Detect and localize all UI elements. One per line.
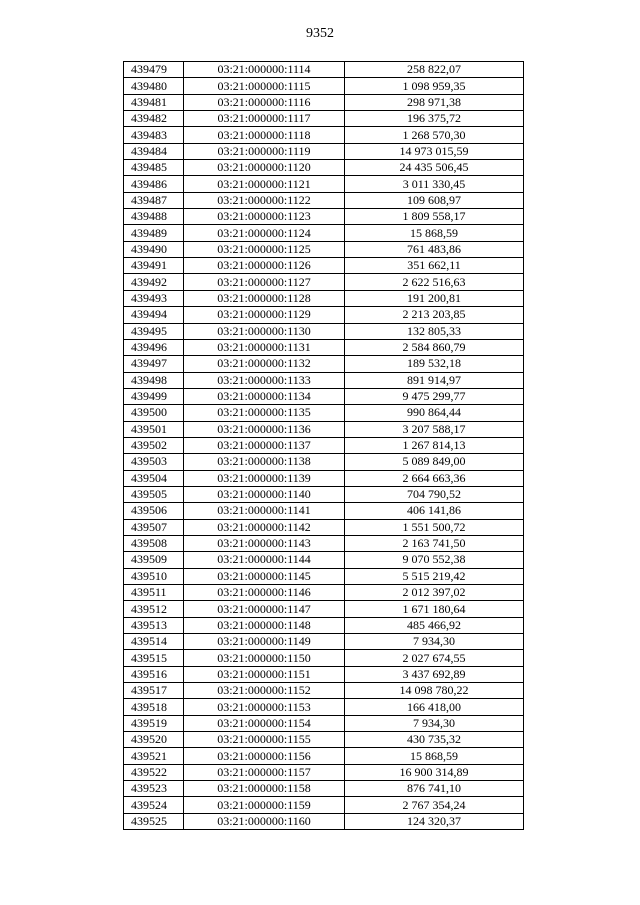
row-number-cell: 439479 — [124, 62, 184, 78]
table-row — [124, 813, 524, 829]
row-number-cell: 439519 — [124, 715, 184, 731]
row-number-cell: 439498 — [124, 372, 184, 388]
table-row — [124, 160, 524, 176]
row-number-cell: 439497 — [124, 356, 184, 372]
cadastral-value-cell: 2 664 663,36 — [345, 470, 524, 486]
row-number-cell: 439508 — [124, 535, 184, 551]
cadastral-number-cell: 03:21:000000:1134 — [184, 388, 345, 404]
row-number-cell: 439520 — [124, 732, 184, 748]
row-number-cell: 439493 — [124, 290, 184, 306]
cadastral-value-cell: 1 671 180,64 — [345, 601, 524, 617]
table-row — [124, 111, 524, 127]
cadastral-value-cell: 166 418,00 — [345, 699, 524, 715]
row-number-cell: 439525 — [124, 813, 184, 829]
cadastral-number-cell: 03:21:000000:1115 — [184, 78, 345, 94]
table-row — [124, 748, 524, 764]
row-number-cell: 439505 — [124, 486, 184, 502]
cadastral-number-cell: 03:21:000000:1158 — [184, 781, 345, 797]
cadastral-number-cell: 03:21:000000:1116 — [184, 94, 345, 110]
table-row — [124, 797, 524, 813]
row-number-cell: 439490 — [124, 241, 184, 257]
cadastral-value-cell: 1 268 570,30 — [345, 127, 524, 143]
cadastral-value-cell: 9 475 299,77 — [345, 388, 524, 404]
row-number-cell: 439499 — [124, 388, 184, 404]
row-number-cell: 439487 — [124, 192, 184, 208]
cadastral-value-cell: 2 027 674,55 — [345, 650, 524, 666]
cadastral-value-cell: 704 790,52 — [345, 486, 524, 502]
table-row — [124, 421, 524, 437]
cadastral-number-cell: 03:21:000000:1126 — [184, 258, 345, 274]
cadastral-value-cell: 1 551 500,72 — [345, 519, 524, 535]
row-number-cell: 439509 — [124, 552, 184, 568]
cadastral-value-cell: 298 971,38 — [345, 94, 524, 110]
table-row — [124, 307, 524, 323]
row-number-cell: 439512 — [124, 601, 184, 617]
page-number: 9352 — [306, 26, 334, 41]
cadastral-value-cell: 2 622 516,63 — [345, 274, 524, 290]
cadastral-number-cell: 03:21:000000:1119 — [184, 143, 345, 159]
table-row — [124, 715, 524, 731]
row-number-cell: 439488 — [124, 209, 184, 225]
table-row — [124, 274, 524, 290]
table-row — [124, 503, 524, 519]
cadastral-number-cell: 03:21:000000:1131 — [184, 339, 345, 355]
table-body — [124, 62, 524, 830]
table-row — [124, 143, 524, 159]
row-number-cell: 439501 — [124, 421, 184, 437]
row-number-cell: 439496 — [124, 339, 184, 355]
cadastral-value-cell: 406 141,86 — [345, 503, 524, 519]
cadastral-number-cell: 03:21:000000:1117 — [184, 111, 345, 127]
cadastral-number-cell: 03:21:000000:1122 — [184, 192, 345, 208]
cadastral-value-cell: 7 934,30 — [345, 715, 524, 731]
cadastral-number-cell: 03:21:000000:1159 — [184, 797, 345, 813]
cadastral-number-cell: 03:21:000000:1141 — [184, 503, 345, 519]
cadastral-value-cell: 191 200,81 — [345, 290, 524, 306]
cadastral-value-cell: 258 822,07 — [345, 62, 524, 78]
cadastral-number-cell: 03:21:000000:1151 — [184, 666, 345, 682]
cadastral-number-cell: 03:21:000000:1114 — [184, 62, 345, 78]
cadastral-number-cell: 03:21:000000:1124 — [184, 225, 345, 241]
cadastral-number-cell: 03:21:000000:1146 — [184, 585, 345, 601]
cadastral-number-cell: 03:21:000000:1130 — [184, 323, 345, 339]
row-number-cell: 439489 — [124, 225, 184, 241]
cadastral-value-cell: 485 466,92 — [345, 617, 524, 633]
cadastral-value-cell: 2 213 203,85 — [345, 307, 524, 323]
table-row — [124, 568, 524, 584]
cadastral-number-cell: 03:21:000000:1128 — [184, 290, 345, 306]
row-number-cell: 439517 — [124, 683, 184, 699]
cadastral-value-cell: 7 934,30 — [345, 634, 524, 650]
cadastral-number-cell: 03:21:000000:1139 — [184, 470, 345, 486]
cadastral-value-cell: 3 207 588,17 — [345, 421, 524, 437]
cadastral-number-cell: 03:21:000000:1150 — [184, 650, 345, 666]
cadastral-number-cell: 03:21:000000:1129 — [184, 307, 345, 323]
table-row — [124, 552, 524, 568]
cadastral-value-cell: 14 098 780,22 — [345, 683, 524, 699]
cadastral-number-cell: 03:21:000000:1144 — [184, 552, 345, 568]
cadastral-number-cell: 03:21:000000:1155 — [184, 732, 345, 748]
row-number-cell: 439492 — [124, 274, 184, 290]
cadastral-number-cell: 03:21:000000:1142 — [184, 519, 345, 535]
row-number-cell: 439481 — [124, 94, 184, 110]
table-row — [124, 372, 524, 388]
row-number-cell: 439486 — [124, 176, 184, 192]
row-number-cell: 439511 — [124, 585, 184, 601]
table-row — [124, 585, 524, 601]
cadastral-number-cell: 03:21:000000:1127 — [184, 274, 345, 290]
cadastral-value-cell: 196 375,72 — [345, 111, 524, 127]
table-row — [124, 650, 524, 666]
table-row — [124, 781, 524, 797]
row-number-cell: 439507 — [124, 519, 184, 535]
table-row — [124, 683, 524, 699]
table-row — [124, 241, 524, 257]
table-row — [124, 535, 524, 551]
cadastral-number-cell: 03:21:000000:1153 — [184, 699, 345, 715]
row-number-cell: 439480 — [124, 78, 184, 94]
cadastral-value-cell: 2 767 354,24 — [345, 797, 524, 813]
row-number-cell: 439482 — [124, 111, 184, 127]
cadastral-value-table — [123, 61, 524, 830]
cadastral-value-cell: 876 741,10 — [345, 781, 524, 797]
cadastral-number-cell: 03:21:000000:1137 — [184, 437, 345, 453]
table-row — [124, 764, 524, 780]
cadastral-value-cell: 1 098 959,35 — [345, 78, 524, 94]
table-row — [124, 405, 524, 421]
cadastral-value-cell: 3 437 692,89 — [345, 666, 524, 682]
table-row — [124, 388, 524, 404]
table-row — [124, 323, 524, 339]
table-row — [124, 601, 524, 617]
cadastral-value-cell: 2 584 860,79 — [345, 339, 524, 355]
row-number-cell: 439524 — [124, 797, 184, 813]
cadastral-value-cell: 109 608,97 — [345, 192, 524, 208]
cadastral-number-cell: 03:21:000000:1157 — [184, 764, 345, 780]
row-number-cell: 439484 — [124, 143, 184, 159]
row-number-cell: 439502 — [124, 437, 184, 453]
cadastral-value-cell: 990 864,44 — [345, 405, 524, 421]
cadastral-number-cell: 03:21:000000:1149 — [184, 634, 345, 650]
cadastral-number-cell: 03:21:000000:1138 — [184, 454, 345, 470]
table-row — [124, 225, 524, 241]
cadastral-value-cell: 351 662,11 — [345, 258, 524, 274]
row-number-cell: 439494 — [124, 307, 184, 323]
row-number-cell: 439503 — [124, 454, 184, 470]
table-row — [124, 666, 524, 682]
cadastral-value-cell: 1 267 814,13 — [345, 437, 524, 453]
cadastral-number-cell: 03:21:000000:1148 — [184, 617, 345, 633]
cadastral-value-cell: 132 805,33 — [345, 323, 524, 339]
cadastral-number-cell: 03:21:000000:1154 — [184, 715, 345, 731]
cadastral-value-cell: 16 900 314,89 — [345, 764, 524, 780]
row-number-cell: 439510 — [124, 568, 184, 584]
row-number-cell: 439515 — [124, 650, 184, 666]
cadastral-value-cell: 891 914,97 — [345, 372, 524, 388]
cadastral-value-cell: 1 809 558,17 — [345, 209, 524, 225]
table-row — [124, 258, 524, 274]
table-row — [124, 699, 524, 715]
cadastral-value-cell: 5 515 219,42 — [345, 568, 524, 584]
row-number-cell: 439522 — [124, 764, 184, 780]
cadastral-number-cell: 03:21:000000:1160 — [184, 813, 345, 829]
table-row — [124, 339, 524, 355]
row-number-cell: 439521 — [124, 748, 184, 764]
table-row — [124, 470, 524, 486]
table-row — [124, 732, 524, 748]
row-number-cell: 439514 — [124, 634, 184, 650]
cadastral-number-cell: 03:21:000000:1133 — [184, 372, 345, 388]
cadastral-value-cell: 761 483,86 — [345, 241, 524, 257]
table-row — [124, 437, 524, 453]
cadastral-number-cell: 03:21:000000:1140 — [184, 486, 345, 502]
cadastral-number-cell: 03:21:000000:1136 — [184, 421, 345, 437]
cadastral-value-cell: 9 070 552,38 — [345, 552, 524, 568]
cadastral-value-cell: 15 868,59 — [345, 748, 524, 764]
cadastral-number-cell: 03:21:000000:1156 — [184, 748, 345, 764]
row-number-cell: 439523 — [124, 781, 184, 797]
row-number-cell: 439504 — [124, 470, 184, 486]
row-number-cell: 439518 — [124, 699, 184, 715]
cadastral-number-cell: 03:21:000000:1143 — [184, 535, 345, 551]
table-row — [124, 634, 524, 650]
row-number-cell: 439500 — [124, 405, 184, 421]
cadastral-number-cell: 03:21:000000:1147 — [184, 601, 345, 617]
row-number-cell: 439491 — [124, 258, 184, 274]
cadastral-value-cell: 24 435 506,45 — [345, 160, 524, 176]
table-row — [124, 454, 524, 470]
cadastral-number-cell: 03:21:000000:1135 — [184, 405, 345, 421]
row-number-cell: 439516 — [124, 666, 184, 682]
row-number-cell: 439513 — [124, 617, 184, 633]
row-number-cell: 439495 — [124, 323, 184, 339]
cadastral-number-cell: 03:21:000000:1118 — [184, 127, 345, 143]
row-number-cell: 439506 — [124, 503, 184, 519]
cadastral-value-cell: 15 868,59 — [345, 225, 524, 241]
cadastral-number-cell: 03:21:000000:1123 — [184, 209, 345, 225]
table-row — [124, 192, 524, 208]
table-row — [124, 486, 524, 502]
cadastral-number-cell: 03:21:000000:1125 — [184, 241, 345, 257]
cadastral-number-cell: 03:21:000000:1145 — [184, 568, 345, 584]
cadastral-number-cell: 03:21:000000:1132 — [184, 356, 345, 372]
cadastral-value-cell: 5 089 849,00 — [345, 454, 524, 470]
table-row — [124, 209, 524, 225]
table-row — [124, 62, 524, 78]
row-number-cell: 439483 — [124, 127, 184, 143]
cadastral-value-cell: 430 735,32 — [345, 732, 524, 748]
table-row — [124, 356, 524, 372]
table-row — [124, 94, 524, 110]
cadastral-value-cell: 14 973 015,59 — [345, 143, 524, 159]
cadastral-value-cell: 2 012 397,02 — [345, 585, 524, 601]
cadastral-value-cell: 2 163 741,50 — [345, 535, 524, 551]
table-row — [124, 519, 524, 535]
cadastral-number-cell: 03:21:000000:1120 — [184, 160, 345, 176]
cadastral-value-cell: 3 011 330,45 — [345, 176, 524, 192]
cadastral-number-cell: 03:21:000000:1152 — [184, 683, 345, 699]
cadastral-value-cell: 124 320,37 — [345, 813, 524, 829]
row-number-cell: 439485 — [124, 160, 184, 176]
table-row — [124, 78, 524, 94]
table-row — [124, 290, 524, 306]
table-row — [124, 617, 524, 633]
cadastral-value-cell: 189 532,18 — [345, 356, 524, 372]
table-row — [124, 127, 524, 143]
table-row — [124, 176, 524, 192]
cadastral-number-cell: 03:21:000000:1121 — [184, 176, 345, 192]
